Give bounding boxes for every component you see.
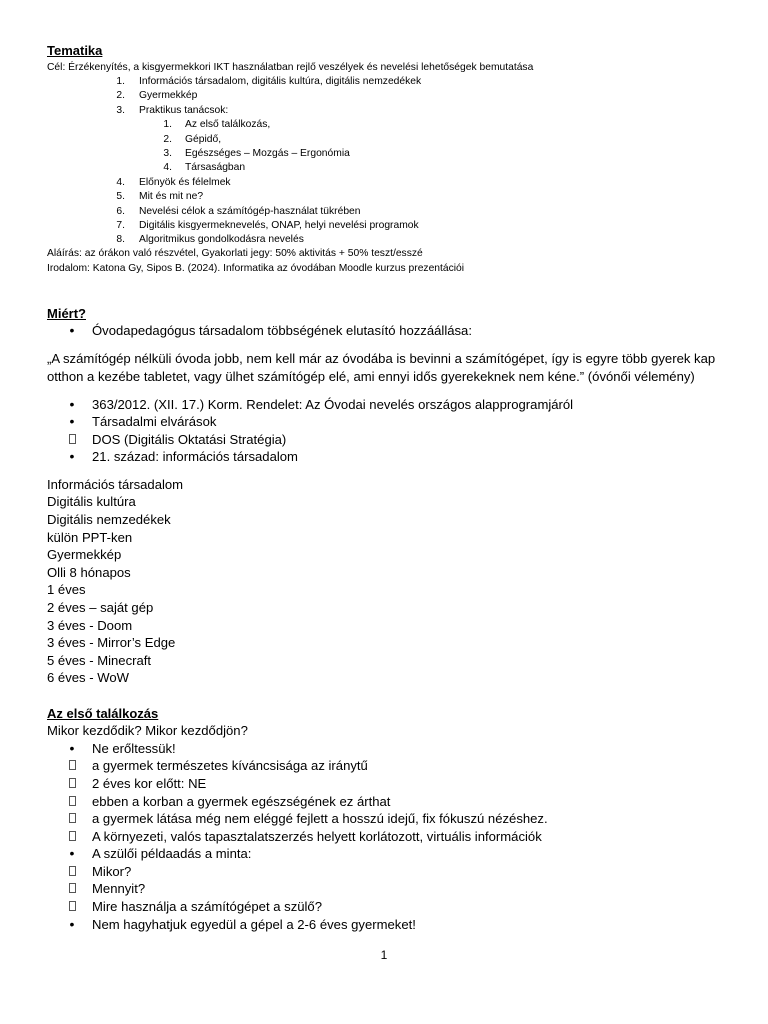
elso-bullet-text: a gyermek látása még nem eléggé fejlett a hosszú idejű, fix fókuszú nézéshez.	[92, 811, 548, 826]
tematika-subitem-text: Társaságban	[185, 162, 246, 173]
tematika-heading: Tematika	[47, 43, 103, 58]
missing-glyph-bullet-icon	[69, 831, 76, 841]
miert-bullet-text: 363/2012. (XII. 17.) Korm. Rendelet: Az Óvodai nevelés országos alapprogramjáról	[92, 397, 574, 412]
miert-heading: Miért?	[47, 306, 86, 321]
irodalom-line: Irodalom: Katona Gy, Sipos B. (2024). Informatika az óvodában Moodle kurzus prezentációi	[47, 263, 465, 274]
tematika-subitem-text: Egészséges – Mozgás – Ergonómia	[185, 148, 350, 159]
missing-glyph-bullet-icon	[69, 901, 76, 911]
tematika-item-num: 2.	[116, 90, 125, 101]
plain-line: Gyermekkép	[47, 547, 122, 562]
tematika-item-text: Mit és mit ne?	[139, 191, 204, 202]
missing-glyph-bullet-icon	[69, 813, 76, 823]
elso-bullet-text: Mire használja a számítógépet a szülő?	[92, 899, 322, 914]
elso-bullet-text: A környezeti, valós tapasztalatszerzés helyett korlátozott, virtuális információk	[92, 829, 542, 844]
quote-line: otthon a kezébe tabletet, vagy ülhet számítógép elé, ami ennyi idős gyerekeknek nem kéne.” (óvónői vélemény)	[47, 369, 695, 384]
tematika-item-text: Információs társadalom, digitális kultúra, digitális nemzedékek	[139, 76, 422, 87]
plain-line: 3 éves - Mirror’s Edge	[47, 635, 176, 650]
tematika-subitem-num: 4.	[163, 162, 172, 173]
missing-glyph-bullet-icon	[69, 796, 76, 806]
tematika-item-num: 4.	[116, 177, 125, 188]
cel-line: Cél: Érzékenyítés, a kisgyermekkori IKT használatban rejlő veszélyek és nevelési lehetőségek bemutatása	[47, 62, 534, 73]
plain-line: Digitális kultúra	[47, 494, 136, 509]
elso-bullet-text: ebben a korban a gyermek egészségének ez árthat	[92, 794, 391, 809]
miert-bullet-text: DOS (Digitális Oktatási Stratégia)	[92, 432, 287, 447]
tematika-subitem-text: Gépidő,	[185, 134, 222, 145]
miert-bullet-text: Óvodapedagógus társadalom többségének elutasító hozzáállása:	[92, 323, 472, 338]
tematika-item-text: Algoritmikus gondolkodásra nevelés	[139, 234, 304, 245]
elso-bullet-text: 2 éves kor előtt: NE	[92, 776, 207, 791]
bullet-dot-icon	[67, 448, 77, 466]
miert-bullet-text: 21. század: információs társadalom	[92, 449, 298, 464]
plain-line: 5 éves - Minecraft	[47, 653, 152, 668]
bullet-dot-icon	[67, 845, 77, 863]
bullet-dot-icon	[67, 740, 77, 758]
tematika-subitem-num: 3.	[163, 148, 172, 159]
tematika-item-text: Nevelési célok a számítógép-használat tükrében	[139, 206, 361, 217]
tematika-item-text: Gyermekkép	[139, 90, 198, 101]
plain-line: 3 éves - Doom	[47, 618, 133, 633]
miert-bullet-text: Társadalmi elvárások	[92, 414, 217, 429]
elso-heading: Az első találkozás	[47, 706, 159, 721]
quote-line: „A számítógép nélküli óvoda jobb, nem kell már az óvodába is bevinni a számítógépet, így is egyre több gyerek kap	[47, 351, 716, 366]
elso-bullet-text: Mennyit?	[92, 881, 146, 896]
tematika-subitem-text: Az első találkozás,	[185, 119, 271, 130]
elso-bullet-text: Mikor?	[92, 864, 132, 879]
alairas-line: Aláírás: az órákon való részvétel, Gyakorlati jegy: 50% aktivitás + 50% teszt/esszé	[47, 248, 423, 259]
plain-line: 2 éves – saját gép	[47, 600, 154, 615]
tematika-item-num: 3.	[116, 105, 125, 116]
page-number: 1	[380, 948, 388, 962]
tematika-item-num: 8.	[116, 234, 125, 245]
tematika-item-text: Előnyök és félelmek	[139, 177, 231, 188]
tematika-item-num: 7.	[116, 220, 125, 231]
missing-glyph-bullet-icon	[69, 778, 76, 788]
bullet-dot-icon	[67, 396, 77, 414]
elso-question: Mikor kezdődik? Mikor kezdődjön?	[47, 723, 248, 738]
elso-bullet-text: A szülői példaadás a minta:	[92, 846, 252, 861]
missing-glyph-bullet-icon	[69, 760, 76, 770]
missing-glyph-bullet-icon	[69, 434, 76, 444]
plain-line: 1 éves	[47, 582, 86, 597]
plain-line: 6 éves - WoW	[47, 670, 129, 685]
missing-glyph-bullet-icon	[69, 883, 76, 893]
tematika-item-text: Praktikus tanácsok:	[139, 105, 229, 116]
elso-bullet-text: Ne erőltessük!	[92, 741, 176, 756]
plain-line: Digitális nemzedékek	[47, 512, 171, 527]
tematika-subitem-num: 1.	[163, 119, 172, 130]
tematika-item-text: Digitális kisgyermeknevelés, ONAP, helyi nevelési programok	[139, 220, 419, 231]
bullet-dot-icon	[67, 916, 77, 934]
bullet-dot-icon	[67, 413, 77, 431]
plain-line: Információs társadalom	[47, 477, 184, 492]
missing-glyph-bullet-icon	[69, 866, 76, 876]
tematika-item-num: 5.	[116, 191, 125, 202]
tematika-subitem-num: 2.	[163, 134, 172, 145]
elso-bullet-text: Nem hagyhatjuk egyedül a gépel a 2-6 éves gyermeket!	[92, 917, 416, 932]
bullet-dot-icon	[67, 322, 77, 340]
plain-line: Olli 8 hónapos	[47, 565, 131, 580]
plain-line: külön PPT-ken	[47, 530, 133, 545]
tematika-item-num: 6.	[116, 206, 125, 217]
tematika-item-num: 1.	[116, 76, 125, 87]
elso-bullet-text: a gyermek természetes kíváncsisága az iránytű	[92, 758, 368, 773]
